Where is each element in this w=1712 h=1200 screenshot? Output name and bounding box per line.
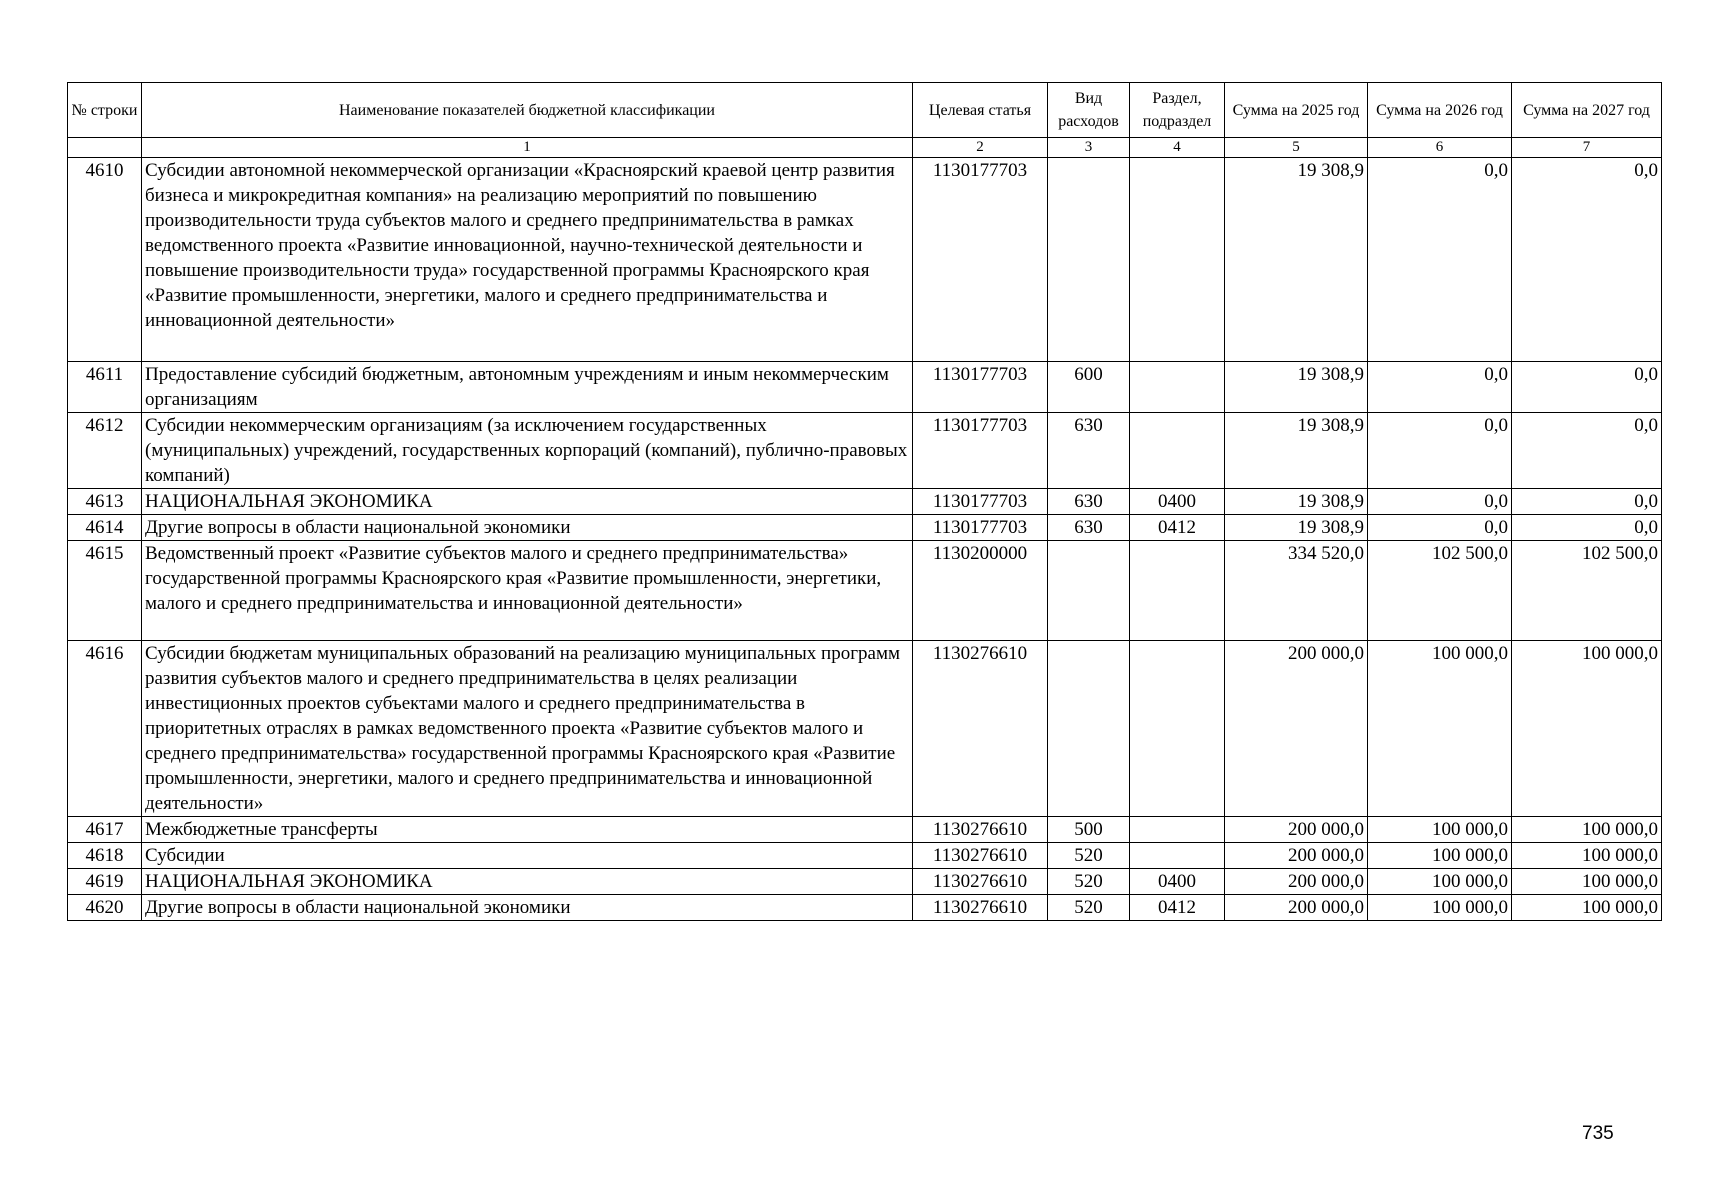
row-sum-2027: 100 000,0 — [1512, 869, 1662, 895]
header-sum-2026: Сумма на 2026 год — [1368, 83, 1512, 138]
column-number: 3 — [1048, 138, 1130, 158]
row-expense-type: 520 — [1048, 895, 1130, 921]
row-number: 4611 — [68, 362, 142, 413]
header-sum-2027: Сумма на 2027 год — [1512, 83, 1662, 138]
table-row — [68, 158, 1662, 362]
row-expense-type: 630 — [1048, 489, 1130, 515]
column-number: 7 — [1512, 138, 1662, 158]
row-name: Субсидии бюджетам муниципальных образований на реализацию муниципальных программ развития субъектов малого и среднего предпринимательства в целях реализации инвестиционных проектов субъектами малого и среднего предпринимательства в приоритетных отраслях в рамках ведомственного проекта «Развитие субъектов малого и среднего предпринимательства» государственной программы Красноярского края «Развитие промышленности, энергетики, малого и среднего предпринимательства и инновационной деятельности» — [142, 641, 913, 817]
row-expense-type: 500 — [1048, 817, 1130, 843]
row-name: Другие вопросы в области национальной экономики — [142, 515, 913, 541]
row-number: 4615 — [68, 541, 142, 641]
row-section — [1130, 362, 1225, 413]
row-sum-2025: 334 520,0 — [1225, 541, 1368, 641]
row-target-article: 1130276610 — [913, 869, 1048, 895]
row-sum-2026: 100 000,0 — [1368, 817, 1512, 843]
header-section: Раздел, подраздел — [1130, 83, 1225, 138]
row-section: 0412 — [1130, 895, 1225, 921]
row-sum-2026: 0,0 — [1368, 413, 1512, 489]
row-section: 0400 — [1130, 869, 1225, 895]
row-sum-2025: 200 000,0 — [1225, 843, 1368, 869]
row-sum-2025: 200 000,0 — [1225, 869, 1368, 895]
row-target-article: 1130276610 — [913, 895, 1048, 921]
row-sum-2027: 0,0 — [1512, 158, 1662, 362]
row-section — [1130, 843, 1225, 869]
row-sum-2025: 19 308,9 — [1225, 515, 1368, 541]
row-section — [1130, 641, 1225, 817]
table-header — [68, 83, 1662, 158]
row-sum-2026: 0,0 — [1368, 515, 1512, 541]
row-expense-type: 600 — [1048, 362, 1130, 413]
row-expense-type: 630 — [1048, 515, 1130, 541]
row-target-article: 1130177703 — [913, 413, 1048, 489]
row-sum-2027: 100 000,0 — [1512, 895, 1662, 921]
row-name: Другие вопросы в области национальной экономики — [142, 895, 913, 921]
row-target-article: 1130276610 — [913, 843, 1048, 869]
row-sum-2026: 100 000,0 — [1368, 641, 1512, 817]
row-target-article: 1130276610 — [913, 817, 1048, 843]
row-sum-2025: 19 308,9 — [1225, 413, 1368, 489]
table-row — [68, 641, 1662, 817]
row-sum-2026: 0,0 — [1368, 489, 1512, 515]
column-number — [68, 138, 142, 158]
table-row — [68, 869, 1662, 895]
row-sum-2025: 19 308,9 — [1225, 362, 1368, 413]
row-name: Субсидии автономной некоммерческой организации «Красноярский краевой центр развития бизнеса и микрокредитная компания» на реализацию мероприятий по повышению производительности труда субъектов малого и среднего предпринимательства в рамках ведомственного проекта «Развитие инновационной, научно-технической деятельности и повышение производительности труда» государственной программы Красноярского края «Развитие промышленности, энергетики, малого и среднего предпринимательства и инновационной деятельности» — [142, 158, 913, 362]
header-row-no: № строки — [68, 83, 142, 138]
row-sum-2027: 100 000,0 — [1512, 843, 1662, 869]
row-target-article: 1130200000 — [913, 541, 1048, 641]
row-sum-2026: 100 000,0 — [1368, 843, 1512, 869]
row-sum-2027: 100 000,0 — [1512, 641, 1662, 817]
row-section — [1130, 413, 1225, 489]
row-name: Субсидии некоммерческим организациям (за исключением государственных (муниципальных) учреждений, государственных корпораций (компаний), публично-правовых компаний) — [142, 413, 913, 489]
column-number: 4 — [1130, 138, 1225, 158]
column-number: 6 — [1368, 138, 1512, 158]
row-name: Субсидии — [142, 843, 913, 869]
row-section: 0400 — [1130, 489, 1225, 515]
table-row — [68, 362, 1662, 413]
row-number: 4616 — [68, 641, 142, 817]
row-section — [1130, 158, 1225, 362]
column-number: 2 — [913, 138, 1048, 158]
row-target-article: 1130276610 — [913, 641, 1048, 817]
row-sum-2027: 100 000,0 — [1512, 817, 1662, 843]
row-number: 4618 — [68, 843, 142, 869]
row-target-article: 1130177703 — [913, 362, 1048, 413]
budget-table — [67, 82, 1662, 921]
row-section — [1130, 817, 1225, 843]
header-sum-2025: Сумма на 2025 год — [1225, 83, 1368, 138]
table-row — [68, 541, 1662, 641]
row-expense-type — [1048, 641, 1130, 817]
table-row — [68, 843, 1662, 869]
row-sum-2025: 200 000,0 — [1225, 817, 1368, 843]
row-target-article: 1130177703 — [913, 489, 1048, 515]
row-number: 4610 — [68, 158, 142, 362]
column-numbers-row — [68, 138, 1662, 158]
row-section — [1130, 541, 1225, 641]
row-sum-2026: 0,0 — [1368, 158, 1512, 362]
row-name: Предоставление субсидий бюджетным, автономным учреждениям и иным некоммерческим организациям — [142, 362, 913, 413]
row-sum-2026: 0,0 — [1368, 362, 1512, 413]
row-sum-2027: 0,0 — [1512, 362, 1662, 413]
column-number: 5 — [1225, 138, 1368, 158]
table-row — [68, 489, 1662, 515]
row-number: 4614 — [68, 515, 142, 541]
page-number: 735 — [1582, 1123, 1614, 1144]
row-sum-2027: 0,0 — [1512, 413, 1662, 489]
table-row — [68, 895, 1662, 921]
row-name: НАЦИОНАЛЬНАЯ ЭКОНОМИКА — [142, 489, 913, 515]
row-expense-type: 520 — [1048, 869, 1130, 895]
table-body — [68, 158, 1662, 921]
row-number: 4620 — [68, 895, 142, 921]
row-sum-2027: 0,0 — [1512, 489, 1662, 515]
row-section: 0412 — [1130, 515, 1225, 541]
row-sum-2027: 102 500,0 — [1512, 541, 1662, 641]
row-name: Межбюджетные трансферты — [142, 817, 913, 843]
header-target: Целевая статья — [913, 83, 1048, 138]
row-sum-2025: 19 308,9 — [1225, 489, 1368, 515]
row-name: Ведомственный проект «Развитие субъектов малого и среднего предпринимательства» государственной программы Красноярского края «Развитие промышленности, энергетики, малого и среднего предпринимательства и инновационной деятельности» — [142, 541, 913, 641]
column-number: 1 — [142, 138, 913, 158]
row-sum-2027: 0,0 — [1512, 515, 1662, 541]
row-expense-type: 630 — [1048, 413, 1130, 489]
table-row — [68, 817, 1662, 843]
row-expense-type: 520 — [1048, 843, 1130, 869]
row-sum-2026: 100 000,0 — [1368, 869, 1512, 895]
row-target-article: 1130177703 — [913, 515, 1048, 541]
header-expense-type: Вид расходов — [1048, 83, 1130, 138]
row-sum-2026: 102 500,0 — [1368, 541, 1512, 641]
row-sum-2025: 200 000,0 — [1225, 641, 1368, 817]
row-sum-2025: 19 308,9 — [1225, 158, 1368, 362]
row-sum-2025: 200 000,0 — [1225, 895, 1368, 921]
table-row — [68, 515, 1662, 541]
row-sum-2026: 100 000,0 — [1368, 895, 1512, 921]
row-expense-type — [1048, 541, 1130, 641]
row-name: НАЦИОНАЛЬНАЯ ЭКОНОМИКА — [142, 869, 913, 895]
row-target-article: 1130177703 — [913, 158, 1048, 362]
table-row — [68, 413, 1662, 489]
row-number: 4617 — [68, 817, 142, 843]
row-number: 4619 — [68, 869, 142, 895]
header-name: Наименование показателей бюджетной классификации — [142, 83, 913, 138]
row-expense-type — [1048, 158, 1130, 362]
row-number: 4613 — [68, 489, 142, 515]
row-number: 4612 — [68, 413, 142, 489]
